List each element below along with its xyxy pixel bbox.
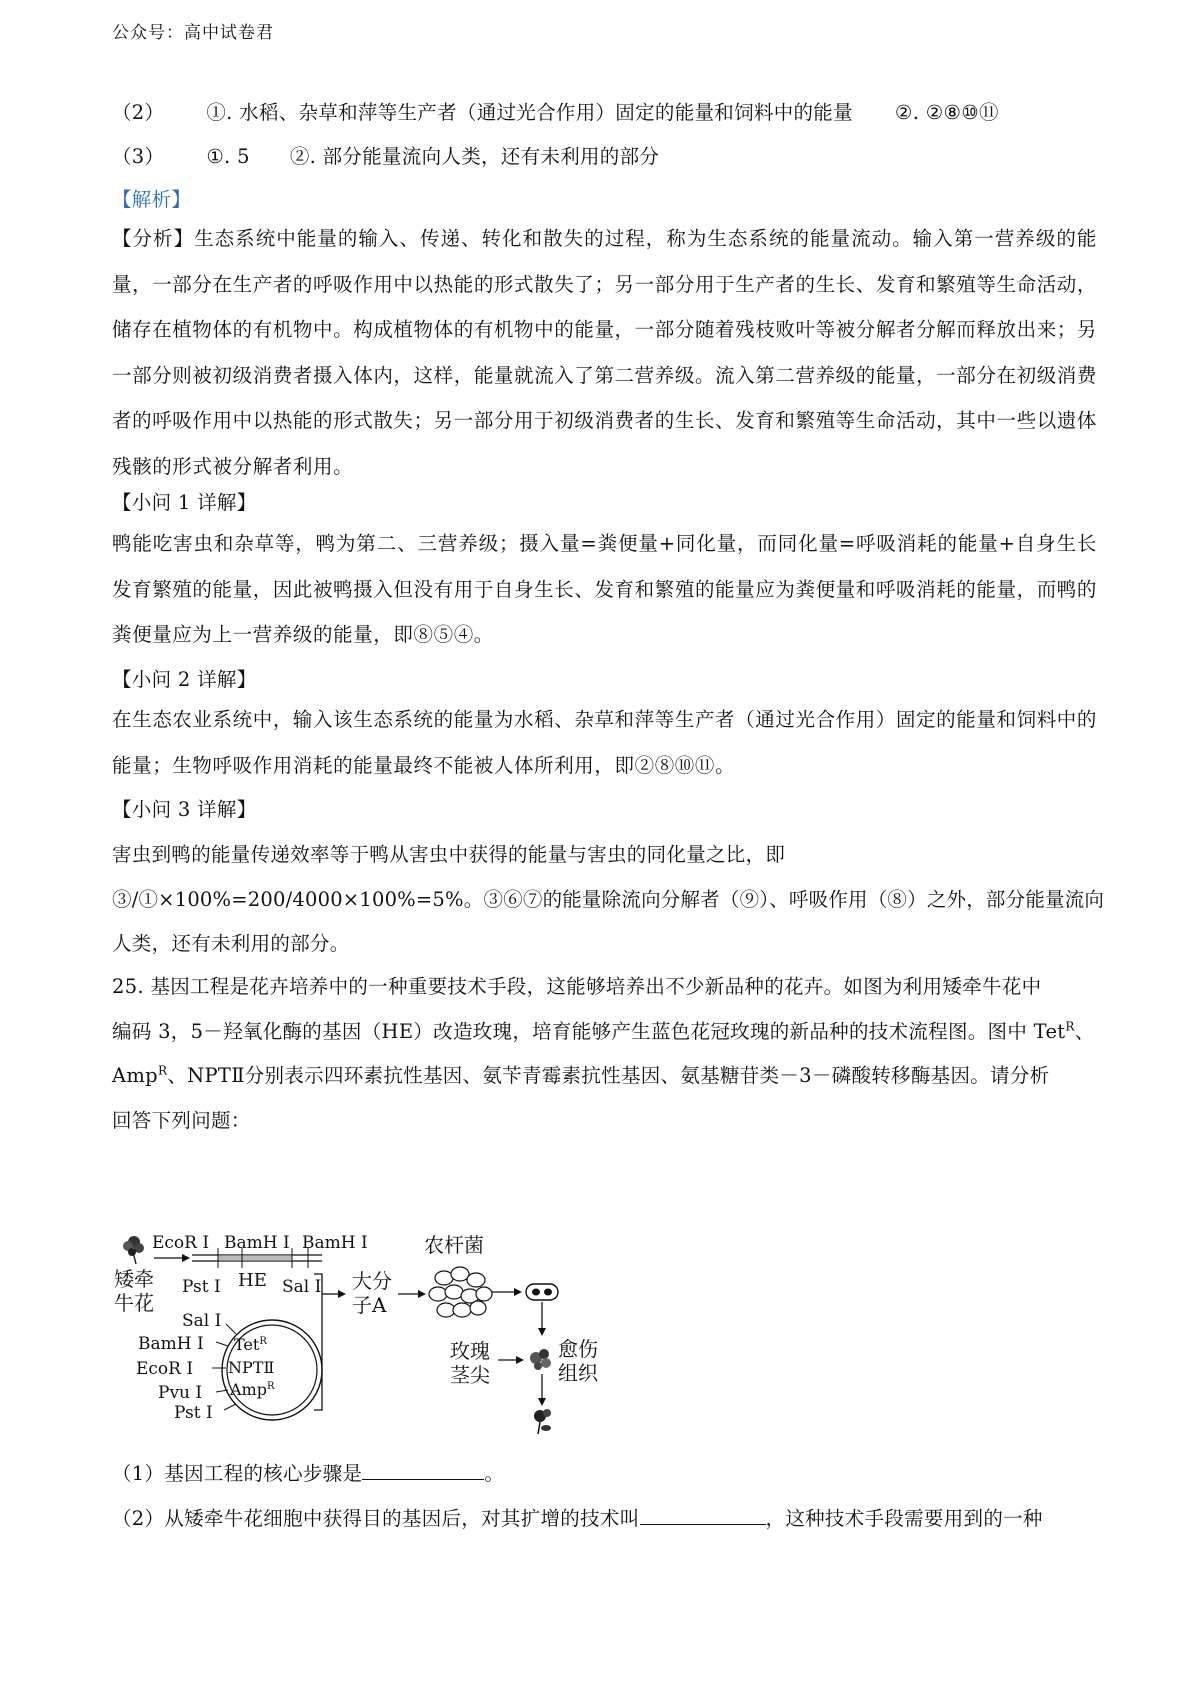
q25-line3 <box>112 1060 1049 1088</box>
answer-2 <box>112 97 999 125</box>
rose-plant-icon <box>534 1409 551 1434</box>
molecule-a-label-1: 大分 <box>352 1269 392 1293</box>
he-gene-label: HE <box>238 1270 267 1291</box>
q25-sub2-end: ，这种技术手段需要用到的一种 <box>765 1507 1043 1530</box>
agrobacterium-cluster-icon <box>429 1267 492 1317</box>
agrobacterium-label: 农杆菌 <box>424 1233 484 1257</box>
bamhi-plasmid-label: BamH Ⅰ <box>138 1334 204 1354</box>
callus-label-2: 组织 <box>558 1361 598 1385</box>
q25-sub2-text: （2）从矮牵牛花细胞中获得目的基因后，对其扩增的技术叫 <box>112 1507 640 1530</box>
q25-sub1-text: （1）基因工程的核心步骤是 <box>112 1462 363 1485</box>
answer-2-number: （2） <box>112 101 165 124</box>
tet-gene-label: Tet$^R$ <box>234 1335 267 1354</box>
psti-top-label: Pst Ⅰ <box>182 1277 221 1297</box>
petunia-label-1: 矮牵 <box>114 1267 154 1291</box>
sali-top-label: Sal Ⅰ <box>282 1277 322 1297</box>
q25-sub1 <box>112 1458 504 1486</box>
callus-label-1: 愈伤 <box>558 1337 598 1361</box>
answer-3 <box>112 141 659 169</box>
analysis-paragraph: 【分析】生态系统中能量的输入、传递、转化和散失的过程，称为生态系统的能量流动。输入第一营养级的能量，一部分在生产者的呼吸作用中以热能的形式散失了；另一部分用于生产者的生长、发育和繁殖等生命活动，储存在植物体的有机物中。构成植物体的有机物中的能量，一部分随着残枝败叶等被分解者分解而释放出来；另一部分则被初级消费者摄入体内，这样，能量就流入了第二营养级。流入第二营养级的能量，一部分在初级消费者的呼吸作用中以热能的形式散失；另一部分用于初级消费者的生长、发育和繁殖等生命活动，其中一些以遗体残骸的形式被分解者利用。 <box>112 227 1097 478</box>
molecule-a-label-2: 子A <box>352 1293 387 1317</box>
q25-line4: 回答下列问题： <box>112 1109 251 1132</box>
q3-title: 【小问 3 详解】 <box>112 798 257 821</box>
ecori-plasmid-label: EcoR Ⅰ <box>136 1359 194 1379</box>
q25-line3-text: 、NPTⅡ分别表示四环素抗性基因、氨苄青霉素抗性基因、氨基糖苷类－3－磷酸转移酶基因。请分析 <box>167 1064 1050 1087</box>
answer-2-part1: ①. 水稻、杂草和萍等生产者（通过光合作用）固定的能量和饲料中的能量 <box>206 101 853 124</box>
rose-tip-label-1: 玫瑰 <box>450 1339 490 1363</box>
answer-3-part1: ①. 5 <box>206 145 250 168</box>
callus-icon <box>530 1349 551 1370</box>
gene-engineering-flowchart <box>112 1230 652 1445</box>
q25-sub1-end: 。 <box>484 1462 505 1485</box>
q25-line1: 25. 基因工程是花卉培养中的一种重要技术手段，这能够培养出不少新品种的花卉。如图为利用矮牵牛花中 <box>112 975 1042 998</box>
sali-plasmid-label: Sal Ⅰ <box>182 1311 222 1331</box>
q2-body: 在生态农业系统中，输入该生态系统的能量为水稻、杂草和萍等生产者（通过光合作用）固定的能量和饲料中的能量；生物呼吸作用消耗的能量最终不能被人体所利用，即②⑧⑩⑪。 <box>112 708 1097 777</box>
rose-tip-label-2: 茎尖 <box>450 1363 490 1387</box>
answer-blank-1[interactable] <box>362 1461 484 1480</box>
answer-2-part2: ②. ②⑧⑩⑪ <box>894 101 999 124</box>
q1-body: 鸭能吃害虫和杂草等，鸭为第二、三营养级；摄入量=粪便量+同化量，而同化量=呼吸消耗的能量+自身生长发育繁殖的能量，因此被鸭摄入但没有用于自身生长、发育和繁殖的能量应为粪便量和呼吸消耗的能量，而鸭的粪便量应为上一营养级的能量，即⑧⑤④。 <box>112 532 1097 646</box>
q25-line2-end: 、 <box>1074 1020 1095 1043</box>
q2-title: 【小问 2 详解】 <box>112 668 257 691</box>
ecori-top-label: EcoR Ⅰ <box>152 1233 210 1253</box>
amp-superscript: R <box>157 1063 168 1078</box>
q1-title: 【小问 1 详解】 <box>112 491 257 514</box>
psti-plasmid-label: Pst Ⅰ <box>174 1403 213 1423</box>
transformed-cell-icon <box>526 1284 558 1300</box>
bamhi-label-a: BamH Ⅰ <box>224 1233 290 1253</box>
page-header: 公众号：高中试卷君 <box>112 23 274 43</box>
nptii-gene-label: NPTⅡ <box>228 1358 275 1377</box>
q25-line2-text: 编码 3，5－羟氧化酶的基因（HE）改造玫瑰，培育能够产生蓝色花冠玫瑰的新品种的技术流程图。图中 Tet <box>112 1020 1066 1043</box>
q3-line3: 人类，还有未利用的部分。 <box>112 932 350 955</box>
petunia-flower-icon <box>123 1236 144 1264</box>
q25-line2 <box>112 1016 1095 1044</box>
tet-superscript: R <box>1065 1019 1075 1034</box>
q25-sub2 <box>112 1503 1043 1531</box>
q3-line2: ③/①×100%=200/4000×100%=5%。③⑥⑦的能量除流向分解者（⑨）、呼吸作用（⑧）之外，部分能量流向 <box>112 888 1105 911</box>
answer-blank-2[interactable] <box>640 1506 766 1525</box>
analysis-label: 【解析】 <box>112 188 192 211</box>
pvui-label: Pvu Ⅰ <box>158 1383 203 1403</box>
petunia-label-2: 牛花 <box>114 1291 154 1315</box>
bamhi-label-b: BamH Ⅰ <box>302 1233 368 1253</box>
answer-3-part2: ②. 部分能量流向人类，还有未利用的部分 <box>289 145 660 168</box>
amp-gene-label: Amp$^R$ <box>230 1380 275 1399</box>
amp-label: Amp <box>112 1064 158 1087</box>
answer-3-number: （3） <box>112 145 165 168</box>
q3-line1: 害虫到鸭的能量传递效率等于鸭从害虫中获得的能量与害虫的同化量之比，即 <box>112 843 786 866</box>
